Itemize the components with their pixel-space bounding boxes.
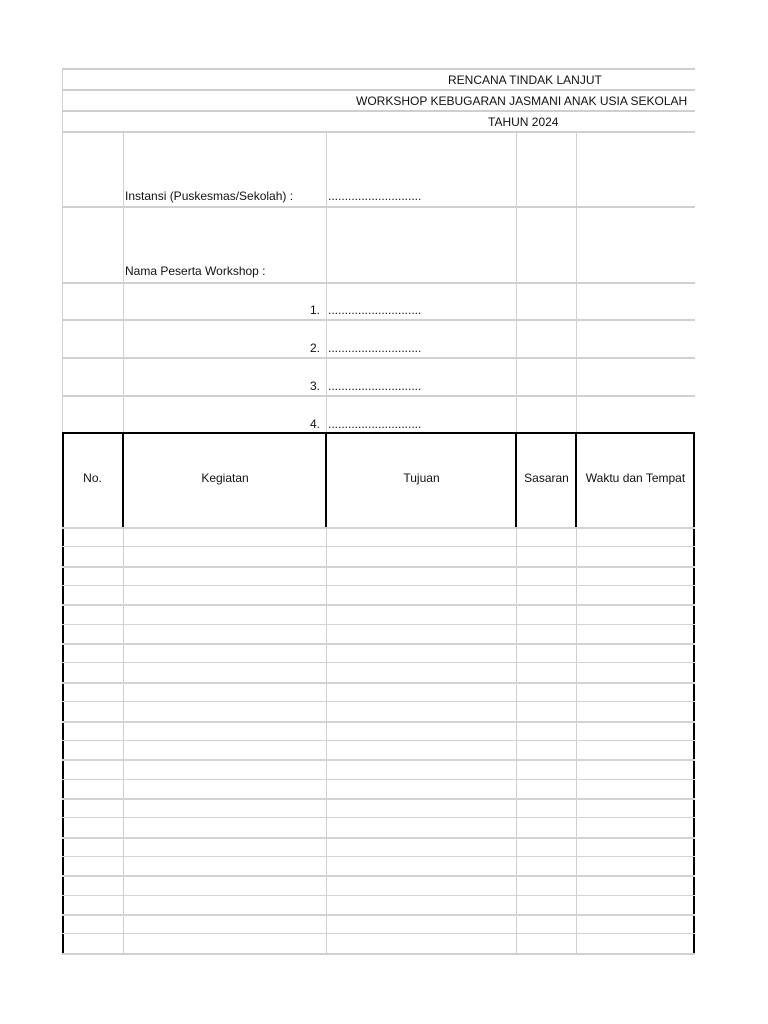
header-waktu-tempat: Waktu dan Tempat xyxy=(585,471,686,485)
table-border xyxy=(62,432,695,434)
title-line-3: TAHUN 2024 xyxy=(488,115,559,129)
table-cell[interactable] xyxy=(326,625,516,644)
table-cell[interactable] xyxy=(123,586,326,605)
table-bottom-line xyxy=(62,953,695,955)
table-cell[interactable] xyxy=(62,702,123,721)
table-cell[interactable] xyxy=(516,625,576,644)
table-row[interactable] xyxy=(62,895,695,914)
table-row[interactable] xyxy=(62,585,695,604)
table-cell[interactable] xyxy=(123,702,326,721)
table-cell[interactable] xyxy=(576,780,694,799)
grid-line xyxy=(62,282,695,284)
table-border xyxy=(693,663,695,682)
table-row[interactable] xyxy=(62,662,695,681)
table-row[interactable] xyxy=(62,604,695,623)
table-cell[interactable] xyxy=(576,625,694,644)
table-cell[interactable] xyxy=(326,934,516,953)
table-cell[interactable] xyxy=(326,896,516,915)
table-row[interactable] xyxy=(62,527,695,546)
table-cell[interactable] xyxy=(326,857,516,876)
peserta-number: 2. xyxy=(310,341,321,355)
grid-line xyxy=(62,68,63,433)
table-cell[interactable] xyxy=(576,663,694,682)
grid-line xyxy=(516,131,517,433)
table-cell[interactable] xyxy=(62,547,123,566)
table-cell[interactable] xyxy=(516,896,576,915)
peserta-field[interactable]: ............................ xyxy=(328,341,422,355)
table-row[interactable] xyxy=(62,798,695,817)
table-cell[interactable] xyxy=(123,934,326,953)
table-cell[interactable] xyxy=(516,934,576,953)
table-cell[interactable] xyxy=(326,547,516,566)
table-cell[interactable] xyxy=(62,857,123,876)
table-border xyxy=(693,780,695,799)
table-cell[interactable] xyxy=(516,547,576,566)
table-border xyxy=(693,741,695,760)
header-no: No. xyxy=(83,471,102,485)
table-row[interactable] xyxy=(62,856,695,875)
title-line-1: RENCANA TINDAK LANJUT xyxy=(448,73,602,87)
table-cell[interactable] xyxy=(123,663,326,682)
instansi-field[interactable]: ............................ xyxy=(328,189,422,203)
table-cell[interactable] xyxy=(576,896,694,915)
grid-line xyxy=(62,395,695,397)
table-cell[interactable] xyxy=(576,741,694,760)
table-cell[interactable] xyxy=(516,780,576,799)
header-tujuan: Tujuan xyxy=(403,471,440,485)
grid-line xyxy=(123,131,124,433)
table-cell[interactable] xyxy=(576,857,694,876)
table-row[interactable] xyxy=(62,933,695,952)
table-cell[interactable] xyxy=(516,818,576,837)
table-border xyxy=(693,857,695,876)
table-row[interactable] xyxy=(62,740,695,759)
grid-line xyxy=(326,131,327,433)
table-border xyxy=(693,818,695,837)
grid-line xyxy=(62,131,695,133)
table-cell[interactable] xyxy=(123,547,326,566)
title-row-3 xyxy=(62,110,695,133)
table-row[interactable] xyxy=(62,624,695,643)
instansi-label: Instansi (Puskesmas/Sekolah) : xyxy=(125,189,294,203)
table-cell[interactable] xyxy=(62,896,123,915)
table-cell[interactable] xyxy=(576,547,694,566)
peserta-field[interactable]: ............................ xyxy=(328,379,422,393)
peserta-label: Nama Peserta Workshop : xyxy=(125,264,266,278)
table-cell[interactable] xyxy=(123,625,326,644)
peserta-number: 1. xyxy=(310,303,321,317)
header-sasaran: Sasaran xyxy=(524,471,569,485)
table-border xyxy=(693,896,695,915)
table-row[interactable] xyxy=(62,817,695,836)
table-border xyxy=(693,702,695,721)
table-border xyxy=(693,586,695,605)
title-row-1 xyxy=(62,68,695,91)
table-cell[interactable] xyxy=(123,857,326,876)
table-cell[interactable] xyxy=(123,896,326,915)
grid-line xyxy=(62,357,695,359)
table-cell[interactable] xyxy=(123,780,326,799)
peserta-field[interactable]: ............................ xyxy=(328,417,422,431)
table-cell[interactable] xyxy=(326,702,516,721)
peserta-number: 4. xyxy=(310,417,321,431)
table-row[interactable] xyxy=(62,875,695,894)
table-cell[interactable] xyxy=(516,741,576,760)
table-border xyxy=(693,934,695,953)
table-cell[interactable] xyxy=(576,586,694,605)
grid-line xyxy=(62,206,695,208)
grid-line xyxy=(62,319,695,321)
table-row[interactable] xyxy=(62,914,695,933)
table-cell[interactable] xyxy=(62,818,123,837)
table-cell[interactable] xyxy=(62,741,123,760)
peserta-field[interactable]: ............................ xyxy=(328,303,422,317)
table-cell[interactable] xyxy=(576,934,694,953)
table-row[interactable] xyxy=(62,643,695,662)
table-row[interactable] xyxy=(62,837,695,856)
table-cell[interactable] xyxy=(516,857,576,876)
table-cell[interactable] xyxy=(576,702,694,721)
table-cell[interactable] xyxy=(62,663,123,682)
table-row[interactable] xyxy=(62,759,695,778)
table-cell[interactable] xyxy=(326,780,516,799)
table-row[interactable] xyxy=(62,682,695,701)
table-row[interactable] xyxy=(62,546,695,565)
table-cell[interactable] xyxy=(62,780,123,799)
table-border xyxy=(693,547,695,566)
table-border xyxy=(693,625,695,644)
table-cell[interactable] xyxy=(62,586,123,605)
table-cell[interactable] xyxy=(516,663,576,682)
table-cell[interactable] xyxy=(123,741,326,760)
title-row-2 xyxy=(62,89,695,112)
table-cell[interactable] xyxy=(123,818,326,837)
table-row[interactable] xyxy=(62,779,695,798)
table-cell[interactable] xyxy=(326,586,516,605)
table-row[interactable] xyxy=(62,566,695,585)
table-cell[interactable] xyxy=(62,625,123,644)
header-kegiatan: Kegiatan xyxy=(201,471,249,485)
table-cell[interactable] xyxy=(516,586,576,605)
table-cell[interactable] xyxy=(326,663,516,682)
grid-line xyxy=(576,131,577,433)
table-cell[interactable] xyxy=(326,818,516,837)
table-cell[interactable] xyxy=(62,934,123,953)
peserta-number: 3. xyxy=(310,379,321,393)
table-cell[interactable] xyxy=(516,702,576,721)
table-row[interactable] xyxy=(62,701,695,720)
table-row[interactable] xyxy=(62,721,695,740)
table-cell[interactable] xyxy=(326,741,516,760)
table-cell[interactable] xyxy=(576,818,694,837)
title-line-2: WORKSHOP KEBUGARAN JASMANI ANAK USIA SEKOLAH xyxy=(356,94,688,108)
